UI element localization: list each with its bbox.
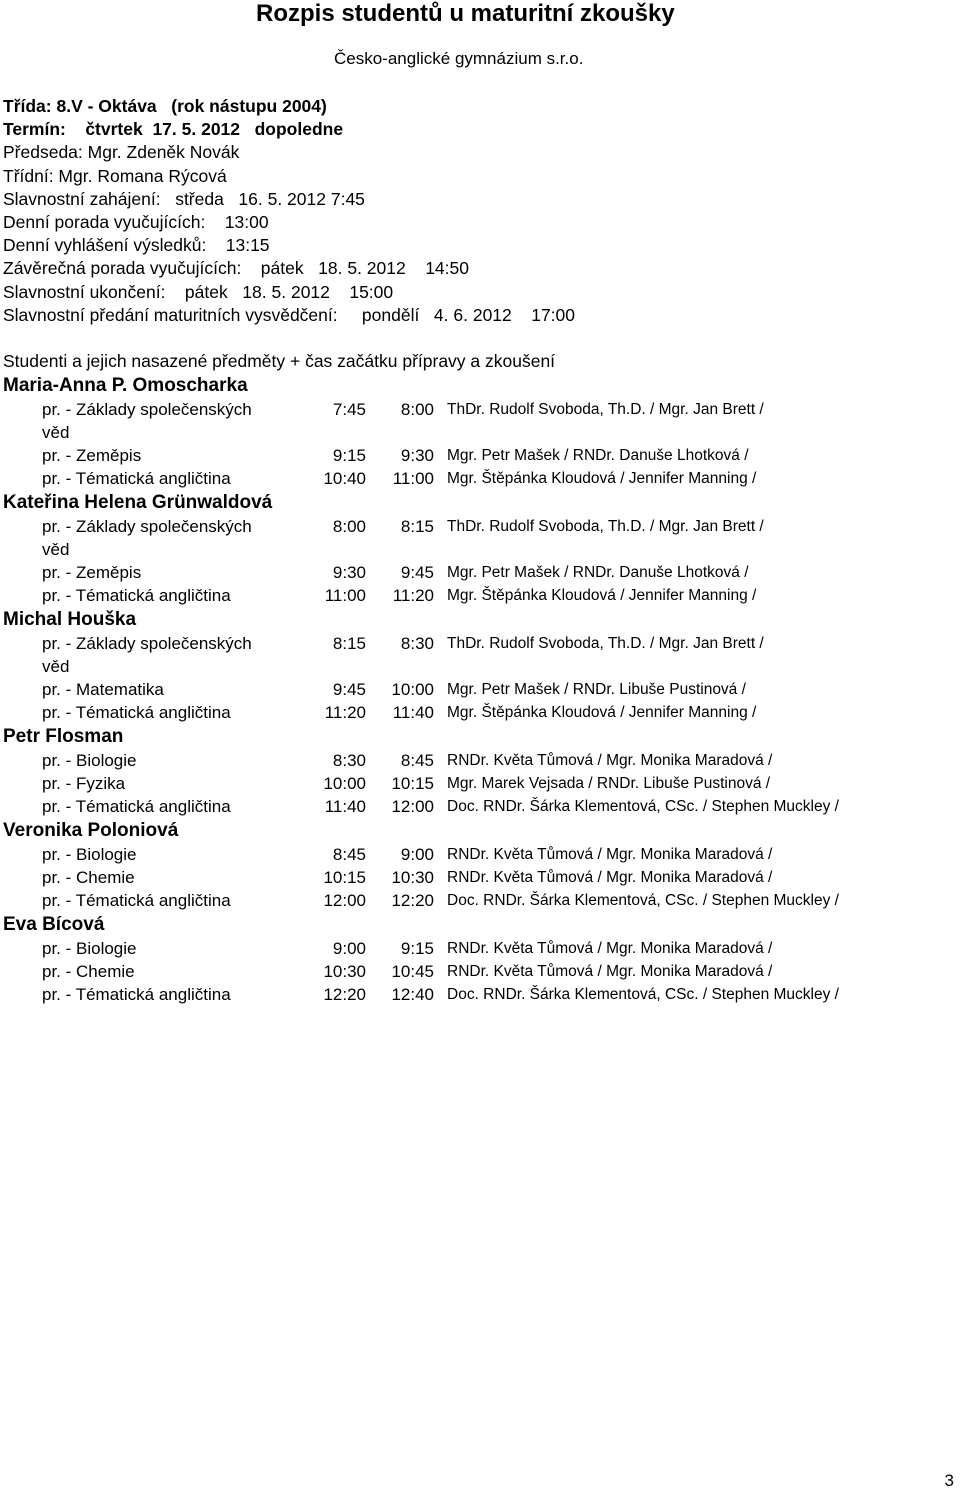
exam-time: 11:40 (392, 703, 434, 722)
exam-time: 10:00 (391, 680, 434, 699)
exam-row (0, 678, 960, 701)
exam-subject: pr. - Chemie (42, 962, 135, 981)
exam-row (0, 467, 960, 490)
exam-subject: pr. - Tématická angličtina (42, 985, 231, 1004)
prep-time: 12:00 (323, 891, 366, 910)
prep-time: 7:45 (332, 400, 366, 419)
exam-committee: Doc. RNDr. Šárka Klementová, CSc. / Stephen Muckley / (447, 798, 839, 815)
prep-time: 10:15 (323, 868, 366, 887)
prep-time: 10:00 (323, 774, 366, 793)
exam-row (0, 960, 960, 983)
exam-committee: RNDr. Květa Tůmová / Mgr. Monika Maradová / (447, 752, 773, 769)
prep-time: 8:00 (332, 517, 366, 536)
exam-row (0, 889, 960, 912)
exam-subject: pr. - Tématická angličtina (42, 586, 231, 605)
exam-time: 11:00 (392, 469, 434, 488)
exam-row (0, 632, 960, 678)
info-closing: Slavnostní ukončení: pátek 18. 5. 2012 15:00 (3, 281, 394, 302)
exam-committee: ThDr. Rudolf Svoboda, Th.D. / Mgr. Jan Brett / (447, 401, 764, 418)
exam-subject-cont: věd (42, 423, 70, 442)
exam-row (0, 983, 960, 1006)
info-class-teacher: Třídní: Mgr. Romana Rýcová (3, 165, 227, 186)
prep-time: 8:45 (332, 845, 366, 864)
exam-time: 8:30 (400, 634, 434, 653)
student-name: Petr Flosman (3, 726, 124, 747)
exam-committee: ThDr. Rudolf Svoboda, Th.D. / Mgr. Jan Brett / (447, 518, 764, 535)
exam-subject: pr. - Zeměpis (42, 446, 142, 465)
prep-time: 11:20 (324, 703, 366, 722)
exam-row (0, 749, 960, 772)
prep-time: 8:15 (332, 634, 366, 653)
student-name: Eva Bícová (3, 914, 105, 935)
exam-subject: pr. - Základy společenských (42, 400, 252, 419)
prep-time: 12:20 (323, 985, 366, 1004)
info-final-meeting: Závěrečná porada vyučujících: pátek 18. 5. 2012 14:50 (3, 258, 469, 279)
info-date: Termín: čtvrtek 17. 5. 2012 dopoledne (3, 119, 344, 140)
exam-time: 10:45 (391, 962, 434, 981)
exam-committee: Doc. RNDr. Šárka Klementová, CSc. / Stephen Muckley / (447, 986, 839, 1003)
exam-committee: RNDr. Květa Tůmová / Mgr. Monika Maradová / (447, 963, 773, 980)
exam-row (0, 515, 960, 561)
exam-row (0, 701, 960, 724)
exam-subject: pr. - Biologie (42, 939, 137, 958)
exam-subject: pr. - Biologie (42, 751, 137, 770)
student-block (0, 818, 960, 912)
exam-committee: Mgr. Petr Mašek / RNDr. Danuše Lhotková / (447, 564, 749, 581)
prep-time: 8:30 (332, 751, 366, 770)
info-class: Třída: 8.V - Oktáva (rok nástupu 2004) (3, 96, 327, 116)
exam-row (0, 444, 960, 467)
exam-row (0, 584, 960, 607)
exam-time: 10:30 (391, 868, 434, 887)
exam-subject: pr. - Základy společenských (42, 517, 252, 536)
exam-time: 12:40 (391, 985, 434, 1004)
exam-committee: RNDr. Květa Tůmová / Mgr. Monika Maradová / (447, 940, 773, 957)
exam-committee: Mgr. Štěpánka Kloudová / Jennifer Manning / (447, 587, 757, 604)
student-name: Kateřina Helena Grünwaldová (3, 492, 273, 513)
exam-subject: pr. - Chemie (42, 868, 135, 887)
exam-time: 9:30 (400, 446, 434, 465)
exam-committee: Mgr. Štěpánka Kloudová / Jennifer Manning / (447, 470, 757, 487)
exam-row (0, 561, 960, 584)
exam-row (0, 866, 960, 889)
student-block (0, 490, 960, 607)
exam-row (0, 843, 960, 866)
exam-committee: RNDr. Květa Tůmová / Mgr. Monika Maradová / (447, 869, 773, 886)
exam-time: 12:00 (391, 797, 434, 816)
exam-committee: RNDr. Květa Tůmová / Mgr. Monika Maradová / (447, 846, 773, 863)
prep-time: 9:15 (332, 446, 366, 465)
exam-committee: Mgr. Štěpánka Kloudová / Jennifer Manning / (447, 704, 757, 721)
info-chairman: Předseda: Mgr. Zdeněk Novák (3, 142, 240, 163)
school-name: Česko-anglické gymnázium s.r.o. (334, 49, 584, 68)
exam-time: 8:45 (400, 751, 434, 770)
student-block (0, 912, 960, 1006)
exam-committee: Mgr. Petr Mašek / RNDr. Libuše Pustinová / (447, 681, 746, 698)
info-opening: Slavnostní zahájení: středa 16. 5. 2012 7:45 (3, 188, 365, 209)
prep-time: 9:30 (332, 563, 366, 582)
prep-time: 10:40 (323, 469, 366, 488)
page-title: Rozpis studentů u maturitní zkoušky (256, 0, 675, 27)
exam-subject: pr. - Tématická angličtina (42, 469, 231, 488)
prep-time: 9:45 (332, 680, 366, 699)
exam-time: 12:20 (391, 891, 434, 910)
exam-row (0, 795, 960, 818)
exam-row (0, 937, 960, 960)
prep-time: 10:30 (323, 962, 366, 981)
info-certificates: Slavnostní předání maturitních vysvědčení: pondělí 4. 6. 2012 17:00 (3, 304, 576, 325)
exam-time: 8:00 (400, 400, 434, 419)
exam-info-block (3, 95, 575, 327)
student-block (0, 607, 960, 724)
exam-time: 9:45 (400, 563, 434, 582)
exam-time: 9:15 (400, 939, 434, 958)
exam-time: 8:15 (400, 517, 434, 536)
students-heading: Studenti a jejich nasazené předměty + čas začátku přípravy a zkoušení (3, 351, 556, 371)
exam-subject-cont: věd (42, 540, 70, 559)
exam-time: 9:00 (400, 845, 434, 864)
info-daily-meeting: Denní porada vyučujících: 13:00 (3, 211, 269, 232)
exam-time: 11:20 (392, 586, 434, 605)
exam-time: 10:15 (391, 774, 434, 793)
exam-subject: pr. - Tématická angličtina (42, 703, 231, 722)
exam-subject-cont: věd (42, 657, 70, 676)
student-name: Maria-Anna P. Omoscharka (3, 375, 248, 396)
exam-subject: pr. - Zeměpis (42, 563, 142, 582)
exam-committee: Doc. RNDr. Šárka Klementová, CSc. / Stephen Muckley / (447, 892, 839, 909)
exam-row (0, 772, 960, 795)
exam-subject: pr. - Základy společenských (42, 634, 252, 653)
exam-committee: ThDr. Rudolf Svoboda, Th.D. / Mgr. Jan Brett / (447, 635, 764, 652)
student-name: Michal Houška (3, 609, 137, 630)
exam-row (0, 398, 960, 444)
prep-time: 11:00 (324, 586, 366, 605)
student-block (0, 724, 960, 818)
exam-committee: Mgr. Marek Vejsada / RNDr. Libuše Pustinová / (447, 775, 771, 792)
student-block (0, 373, 960, 490)
exam-subject: pr. - Fyzika (42, 774, 126, 793)
prep-time: 9:00 (332, 939, 366, 958)
exam-subject: pr. - Tématická angličtina (42, 797, 231, 816)
exam-subject: pr. - Biologie (42, 845, 137, 864)
info-daily-results: Denní vyhlášení výsledků: 13:15 (3, 235, 270, 256)
page-number: 3 (944, 1471, 954, 1490)
exam-subject: pr. - Tématická angličtina (42, 891, 231, 910)
prep-time: 11:40 (324, 797, 366, 816)
students-list (0, 373, 960, 1006)
exam-subject: pr. - Matematika (42, 680, 164, 699)
student-name: Veronika Poloniová (3, 820, 179, 841)
exam-committee: Mgr. Petr Mašek / RNDr. Danuše Lhotková / (447, 447, 749, 464)
